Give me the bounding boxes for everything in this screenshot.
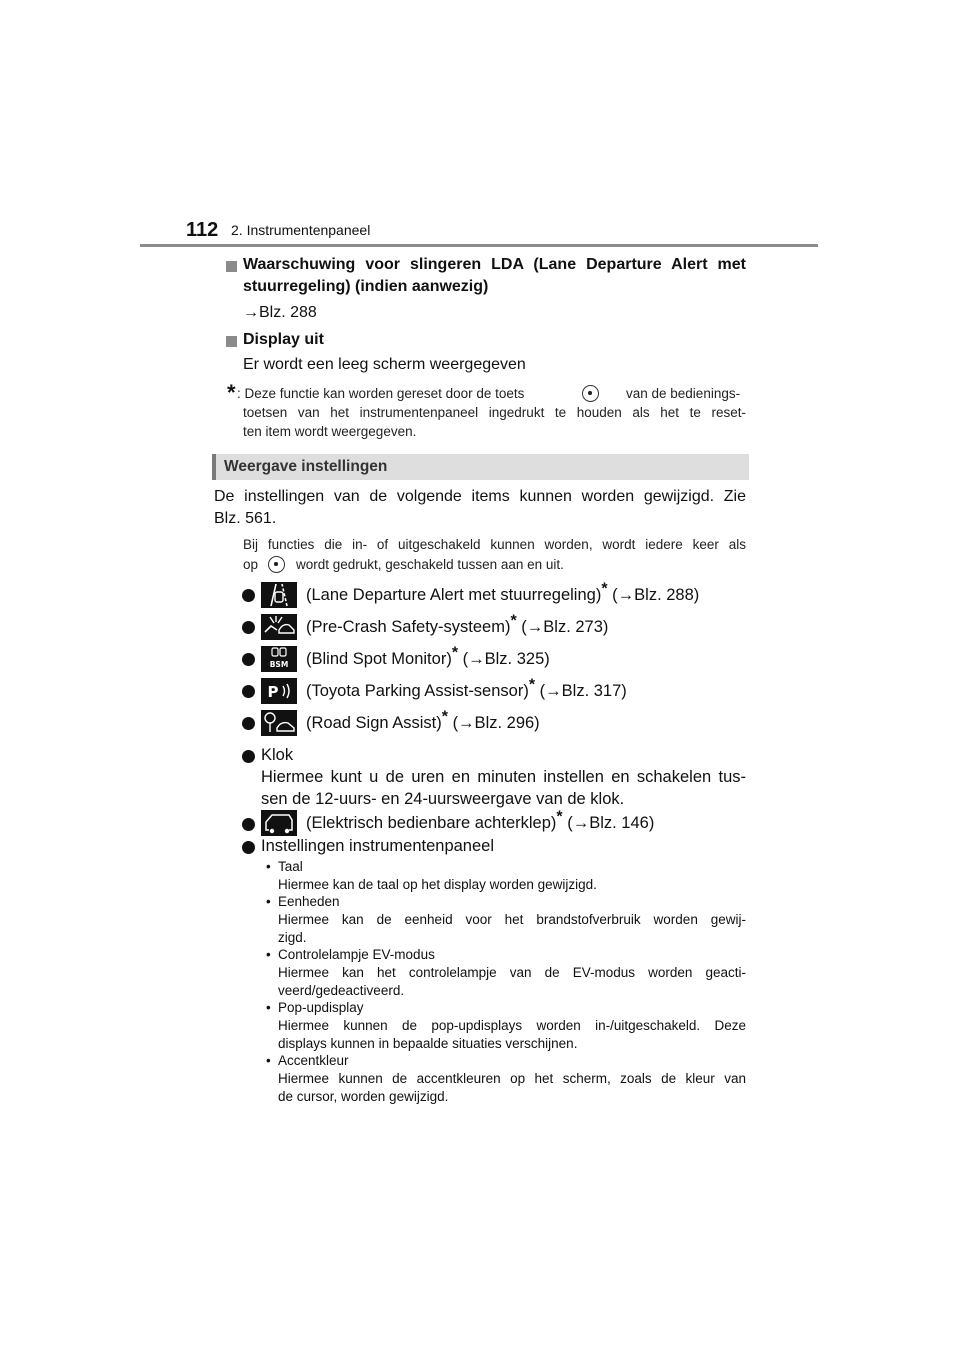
setting-tailgate-label: (Elektrisch bedienbare achterklep) (306, 814, 557, 832)
footnote-line2: toetsen van het instrumentenpaneel ingedrukt te houden als het te reset- (243, 405, 746, 420)
setting-parking-label: (Toyota Parking Assist-sensor) (306, 682, 529, 700)
subitem-popup-text2: displays kunnen in bepaalde situaties verschijnen. (278, 1036, 578, 1051)
lda-heading-line1: Waarschuwing voor slingeren LDA (Lane Departure Alert met (243, 256, 746, 273)
chapter-title: 2. Instrumentenpaneel (231, 222, 371, 238)
subitem-taal-title: Taal (278, 859, 303, 874)
note-line2a: op (243, 557, 259, 572)
lda-heading-line2: stuurregeling) (indien aanwezig) (243, 278, 489, 295)
subitem-accent-text2: de cursor, worden gewijzigd. (278, 1089, 449, 1104)
lda-reference (243, 304, 317, 322)
subitem-taal-text: Hiermee kan de taal op het display worden gewijzigd. (278, 877, 597, 892)
bullet-icon (242, 818, 255, 831)
section-title: Weergave instellingen (224, 458, 388, 475)
bullet-icon (242, 750, 255, 763)
power-tailgate-icon (261, 810, 297, 836)
ok-button-icon (582, 385, 599, 402)
bullet-icon (242, 653, 255, 666)
svg-text:P: P (267, 683, 279, 701)
setting-tailgate-ref: (→Blz. 146) (567, 814, 655, 832)
dot-bullet: • (266, 947, 271, 962)
lda-ref-text: Blz. 288 (259, 304, 317, 321)
footnote-marker: * (227, 380, 236, 405)
dot-bullet: • (266, 894, 271, 909)
setting-lda-ref: (→Blz. 288) (612, 586, 700, 604)
klok-text-line1: Hiermee kunt u de uren en minuten instellen en schakelen tus- (261, 768, 746, 786)
footnote-line1a: : Deze functie kan worden gereset door de toets (237, 386, 525, 401)
bullet-icon (242, 621, 255, 634)
setting-lda (306, 580, 700, 605)
setting-rsa-label: (Road Sign Assist) (306, 714, 442, 732)
footnote-star: * (510, 612, 517, 630)
setting-bsm (306, 644, 550, 669)
dot-bullet: • (266, 1000, 271, 1015)
bullet-icon (242, 685, 255, 698)
setting-bsm-label: (Blind Spot Monitor) (306, 650, 452, 668)
instrument-title: Instellingen instrumentenpaneel (261, 837, 494, 855)
ok-button-icon (268, 556, 285, 573)
setting-parking-ref: (→Blz. 317) (539, 682, 627, 700)
setting-parking (306, 676, 627, 701)
subitem-eenheden-text1: Hiermee kan de eenheid voor het brandstofverbruik worden gewij- (278, 912, 746, 927)
lane-departure-icon (261, 582, 297, 608)
footnote-star: * (556, 808, 563, 826)
dot-bullet: • (266, 859, 271, 874)
bullet-icon (242, 841, 255, 854)
subitem-ev-title: Controlelampje EV-modus (278, 947, 435, 962)
setting-pcs-label: (Pre-Crash Safety-systeem) (306, 618, 511, 636)
display-text: Er wordt een leeg scherm weergegeven (243, 356, 526, 373)
subitem-popup-text1: Hiermee kunnen de pop-updisplays worden in-/uitgeschakeld. Deze (278, 1018, 746, 1033)
section-accent (212, 454, 216, 480)
subitem-accent-title: Accentkleur (278, 1053, 349, 1068)
dot-bullet: • (266, 1053, 271, 1068)
subitem-ev-text2: veerd/gedeactiveerd. (278, 983, 405, 998)
setting-rsa (306, 708, 540, 733)
footnote-star: * (528, 676, 536, 694)
parking-assist-icon (261, 678, 297, 704)
bullet-icon (242, 589, 255, 602)
subitem-accent-text1: Hiermee kunnen de accentkleuren op het scherm, zoals de kleur van (278, 1071, 746, 1086)
page-number: 112 (186, 219, 219, 241)
note-line2b: wordt gedrukt, geschakeld tussen aan en uit. (296, 557, 564, 572)
footnote-star: * (441, 708, 448, 726)
svg-text:BSM: BSM (269, 660, 289, 669)
footnote-line3: ten item wordt weergegeven. (243, 424, 417, 439)
setting-bsm-ref: (→Blz. 325) (462, 650, 550, 668)
klok-text-line2: sen de 12-uurs- en 24-uursweergave van de klok. (261, 790, 625, 808)
road-sign-assist-icon (261, 710, 297, 736)
setting-lda-label: (Lane Departure Alert met stuurregeling) (306, 586, 602, 604)
footnote-star: * (601, 580, 608, 598)
subitem-ev-text1: Hiermee kan het controlelampje van de EV-modus worden geacti- (278, 965, 746, 980)
setting-tailgate (306, 808, 655, 833)
intro-line2: Blz. 561. (214, 510, 277, 527)
pre-crash-icon (261, 614, 297, 640)
footnote-line1b: van de bedienings- (626, 386, 741, 401)
setting-pcs-ref: (→Blz. 273) (521, 618, 609, 636)
square-bullet-icon (226, 261, 237, 272)
setting-rsa-ref: (→Blz. 296) (452, 714, 540, 732)
arrow-icon: → (243, 304, 259, 321)
subitem-eenheden-text2: zigd. (278, 930, 307, 945)
note-line1: Bij functies die in- of uitgeschakeld kunnen worden, wordt iedere keer als (243, 537, 746, 552)
bsm-icon (261, 646, 297, 672)
klok-title: Klok (261, 746, 294, 764)
display-heading: Display uit (243, 331, 324, 348)
square-bullet-icon (226, 336, 237, 347)
subitem-eenheden-title: Eenheden (278, 894, 340, 909)
intro-line1: De instellingen van de volgende items kunnen worden gewijzigd. Zie (214, 488, 746, 505)
setting-pcs (306, 612, 609, 637)
subitem-popup-title: Pop-updisplay (278, 1000, 364, 1015)
bullet-icon (242, 717, 255, 730)
header-rule (140, 244, 818, 247)
footnote-star: * (451, 644, 459, 662)
